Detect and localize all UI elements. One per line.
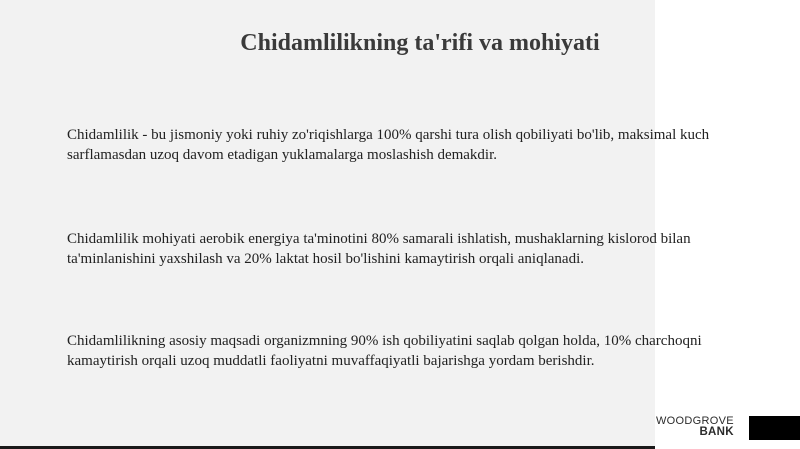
right-margin-strip — [655, 0, 800, 449]
logo-block — [749, 416, 800, 440]
paragraph-definition: Chidamlilik - bu jismoniy yoki ruhiy zo'riqishlarga 100% qarshi tura olish qobiliyati bo'lib, maksimal kuch sarflamasdan uzoq davom etadigan yuklamalarga moslashish demakdir. — [67, 127, 710, 163]
logo-line-woodgrove: WOODGROVE — [656, 415, 734, 427]
slide-title: Chidamlilikning ta'rifi va mohiyati — [240, 30, 600, 56]
paragraph-goal: Chidamlilikning asosiy maqsadi organizmning 90% ish qobiliyatini saqlab qolgan holda, 10% charchoqni kamaytirish orqali uzoq muddatli faoliyatni muvaffaqiyatli bajarishga yordam berishdir. — [67, 333, 702, 369]
paragraph-essence: Chidamlilik mohiyati aerobik energiya ta'minotini 80% samarali ishlatish, mushaklarning kislorod bilan ta'minlanishini yaxshilash va 20% laktat hosil bo'lishini kamaytirish orqali aniqlanadi. — [67, 231, 691, 267]
woodgrove-bank-logo — [656, 416, 734, 438]
logo-line-bank: BANK — [699, 426, 734, 438]
